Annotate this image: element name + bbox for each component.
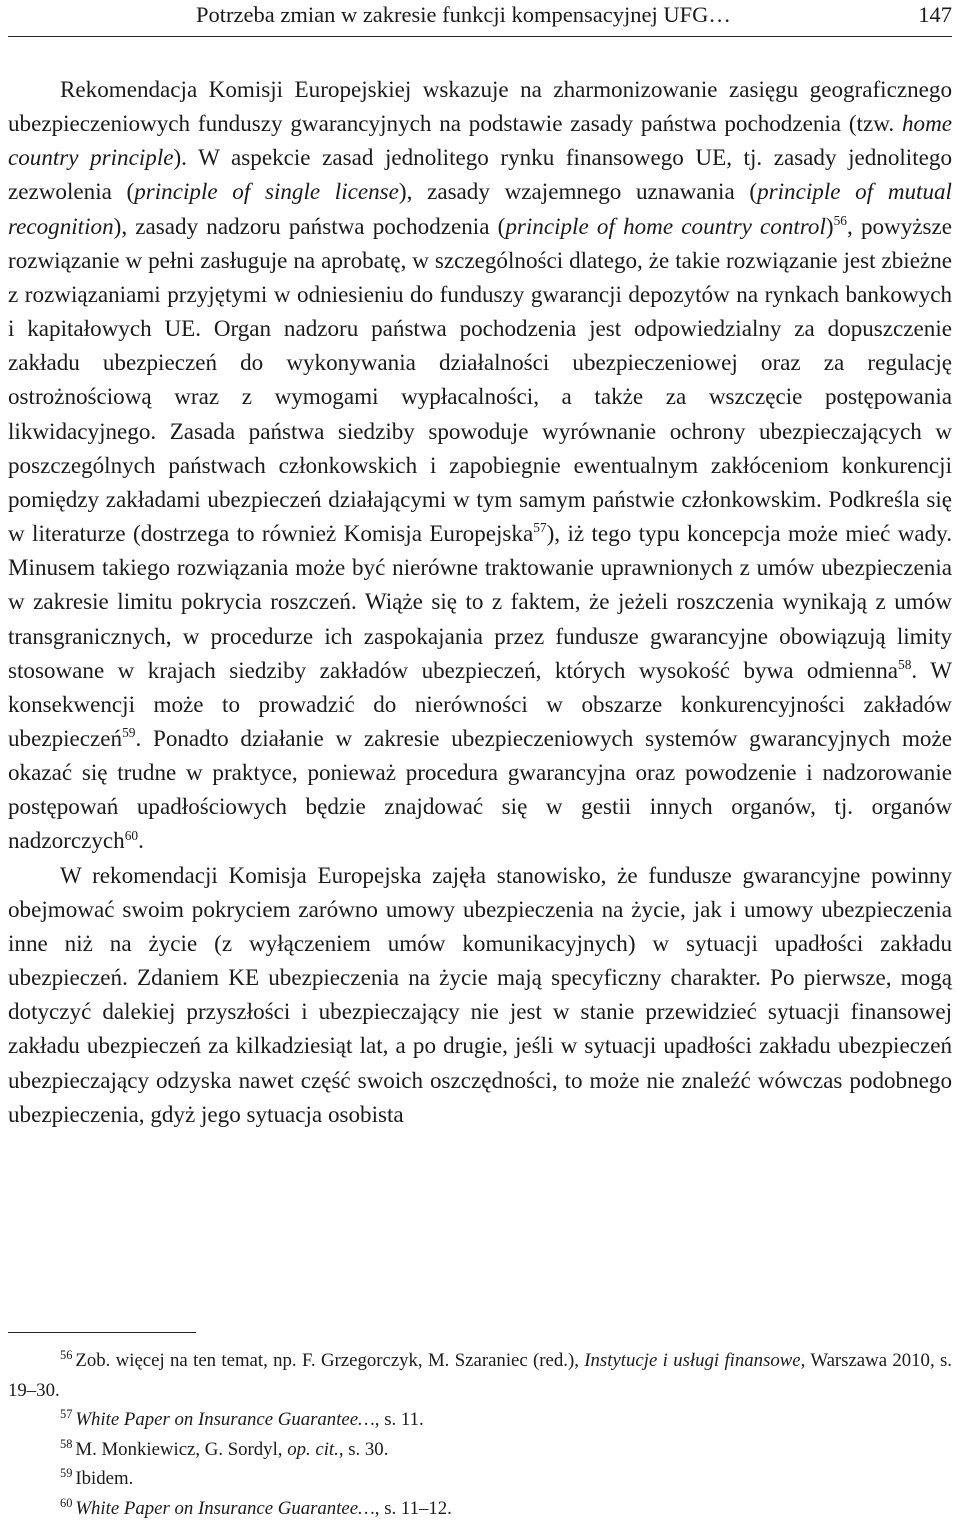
footnote-59 (8, 1464, 952, 1494)
footnote-58 (8, 1435, 952, 1465)
text-run: ), zasady wzajemnego uznawania ( (399, 178, 757, 204)
footnote-ref-59[interactable]: 59 (122, 725, 135, 740)
footnote-text: M. Monkiewicz, G. Sordyl, (75, 1439, 287, 1460)
footnote-text: Ibidem. (75, 1468, 133, 1489)
page-number: 147 (918, 0, 952, 30)
text-run: Rekomendacja Komisji Europejskiej wskazuje na zharmonizowanie zasięgu geograficznego ubezpieczeniowych funduszy gwarancyjnych na podstawie zasady państwa pochodzenia (tzw. (8, 76, 952, 136)
footnote-separator (8, 1332, 196, 1333)
footnote-text: , s. 11. (375, 1409, 424, 1430)
text-run: , powyższe rozwiązanie w pełni zasługuje na aprobatę, w szczególności dlatego, że takie rozwiązanie jest zbieżne z rozwiązaniami przyjętymi w odniesieniu do funduszy gwarancji depozytów na rynkach bankowych i kapitałowych UE. Organ nadzoru państwa pochodzenia jest odpowiedzialny za dopuszczenie zakładu ubezpieczeń do wykonywania działalności ubezpieczeniowej oraz za regulację ostrożnościową wraz z wymogami wypłacalności, a także za wszczęcie postępowania likwidacyjnego. Zasada państwa siedziby spowoduje wyrównanie ochrony ubezpieczających w poszczególnych państwach członkowskich i zapobiegnie ewentualnym zakłóceniom konkurencji pomiędzy zakładami ubezpieczeń działającymi w tym samym państwie członkowskim. Podkreśla się w literaturze (dostrzega to również Komisja Europejska (8, 213, 952, 546)
running-title: Potrzeba zmian w zakresie funkcji kompensacyjnej UFG… (196, 0, 731, 30)
footnote-56 (8, 1346, 952, 1405)
text-run: . W konsekwencji może to prowadzić do nierówności w obszarze konkurencyjności zakładów ubezpieczeń (8, 657, 952, 751)
paragraph-1 (8, 72, 952, 858)
text-run: ). W aspekcie zasad jednolitego rynku finansowego UE, tj. zasady jednolitego zezwolenia ( (8, 144, 952, 204)
footnote-ref-57[interactable]: 57 (533, 520, 546, 535)
footnote-ref-60[interactable]: 60 (125, 828, 138, 843)
footnote-text: , s. 11–12. (375, 1498, 452, 1519)
footnote-ref-56[interactable]: 56 (834, 213, 847, 228)
paragraph-2: W rekomendacji Komisja Europejska zajęła stanowisko, że fundusze gwarancyjne powinny obejmować swoim pokryciem zarówno umowy ubezpieczenia na życie, jak i umowy ubezpieczenia inne niż na życie (z wyłączeniem umów komunikacyjnych) w sytuacji upadłości zakładu ubezpieczeń. Zdaniem KE ubezpieczenia na życie mają specyficzny charakter. Po pierwsze, mogą dotyczyć dalekiej przyszłości i ubezpieczający nie jest w stanie przewidzieć sytuacji finansowej zakładu ubezpieczeń za kilkadziesiąt lat, a po drugie, jeśli w sytuacji upadłości zakładu ubezpieczeń ubezpieczający odzyska nawet część swoich oszczędności, to może nie znaleźć wówczas podobnego ubezpieczenia, gdyż jego sytuacja osobista (8, 858, 952, 1131)
footnote-italic: White Paper on Insurance Guarantee… (75, 1409, 374, 1430)
text-run: ), iż tego typu koncepcja może mieć wady. Minusem takiego rozwiązania może być nierówne traktowanie uprawnionych z umów ubezpieczenia w zakresie limitu pokrycia roszczeń. Wiąże się to z faktem, że jeżeli roszczenia wynikają z umów transgranicznych, w procedurze ich zaspokajania przez fundusze gwarancyjne obowiązują limity stosowane w krajach siedziby zakładów ubezpieczeń, których wysokość bywa odmienna (8, 520, 952, 683)
footnote-italic: op. cit. (287, 1439, 339, 1460)
footnote-number: 59 (60, 1466, 72, 1480)
footnote-ref-58[interactable]: 58 (898, 657, 911, 672)
footnote-text: , s. 30. (339, 1439, 389, 1460)
footnote-number: 60 (60, 1496, 72, 1510)
footnote-text: , Warszawa 2010, s. 19–30. (8, 1350, 952, 1401)
text-run: ) (826, 213, 834, 239)
running-header (8, 0, 952, 37)
italic-term: home country principle (8, 110, 952, 170)
text-run: ), zasady nadzoru państwa pochodzenia ( (114, 213, 506, 239)
footnote-number: 58 (60, 1437, 72, 1451)
footnote-number: 56 (60, 1348, 72, 1362)
footnote-57 (8, 1405, 952, 1435)
footnote-number: 57 (60, 1407, 72, 1421)
italic-term: principle of mutual recognition (8, 178, 952, 238)
footnotes (8, 1346, 952, 1523)
text-run: . Ponadto działanie w zakresie ubezpieczeniowych systemów gwarancyjnych może okazać się trudne w praktyce, ponieważ procedura gwarancyjna oraz powodzenie i nadzorowanie postępowań upadłościowych będzie znajdować się w gestii innych organów, tj. organów nadzorczych (8, 725, 952, 853)
text-run: . (138, 827, 144, 853)
footnote-italic: White Paper on Insurance Guarantee… (75, 1498, 374, 1519)
italic-term: principle of single license (134, 178, 399, 204)
footnote-italic: Instytucje i usługi finansowe (584, 1350, 800, 1371)
footnote-60 (8, 1494, 952, 1523)
footnote-text: Zob. więcej na ten temat, np. F. Grzegorczyk, M. Szaraniec (red.), (75, 1350, 584, 1371)
italic-term: principle of home country control (505, 213, 826, 239)
main-text (8, 72, 952, 1131)
